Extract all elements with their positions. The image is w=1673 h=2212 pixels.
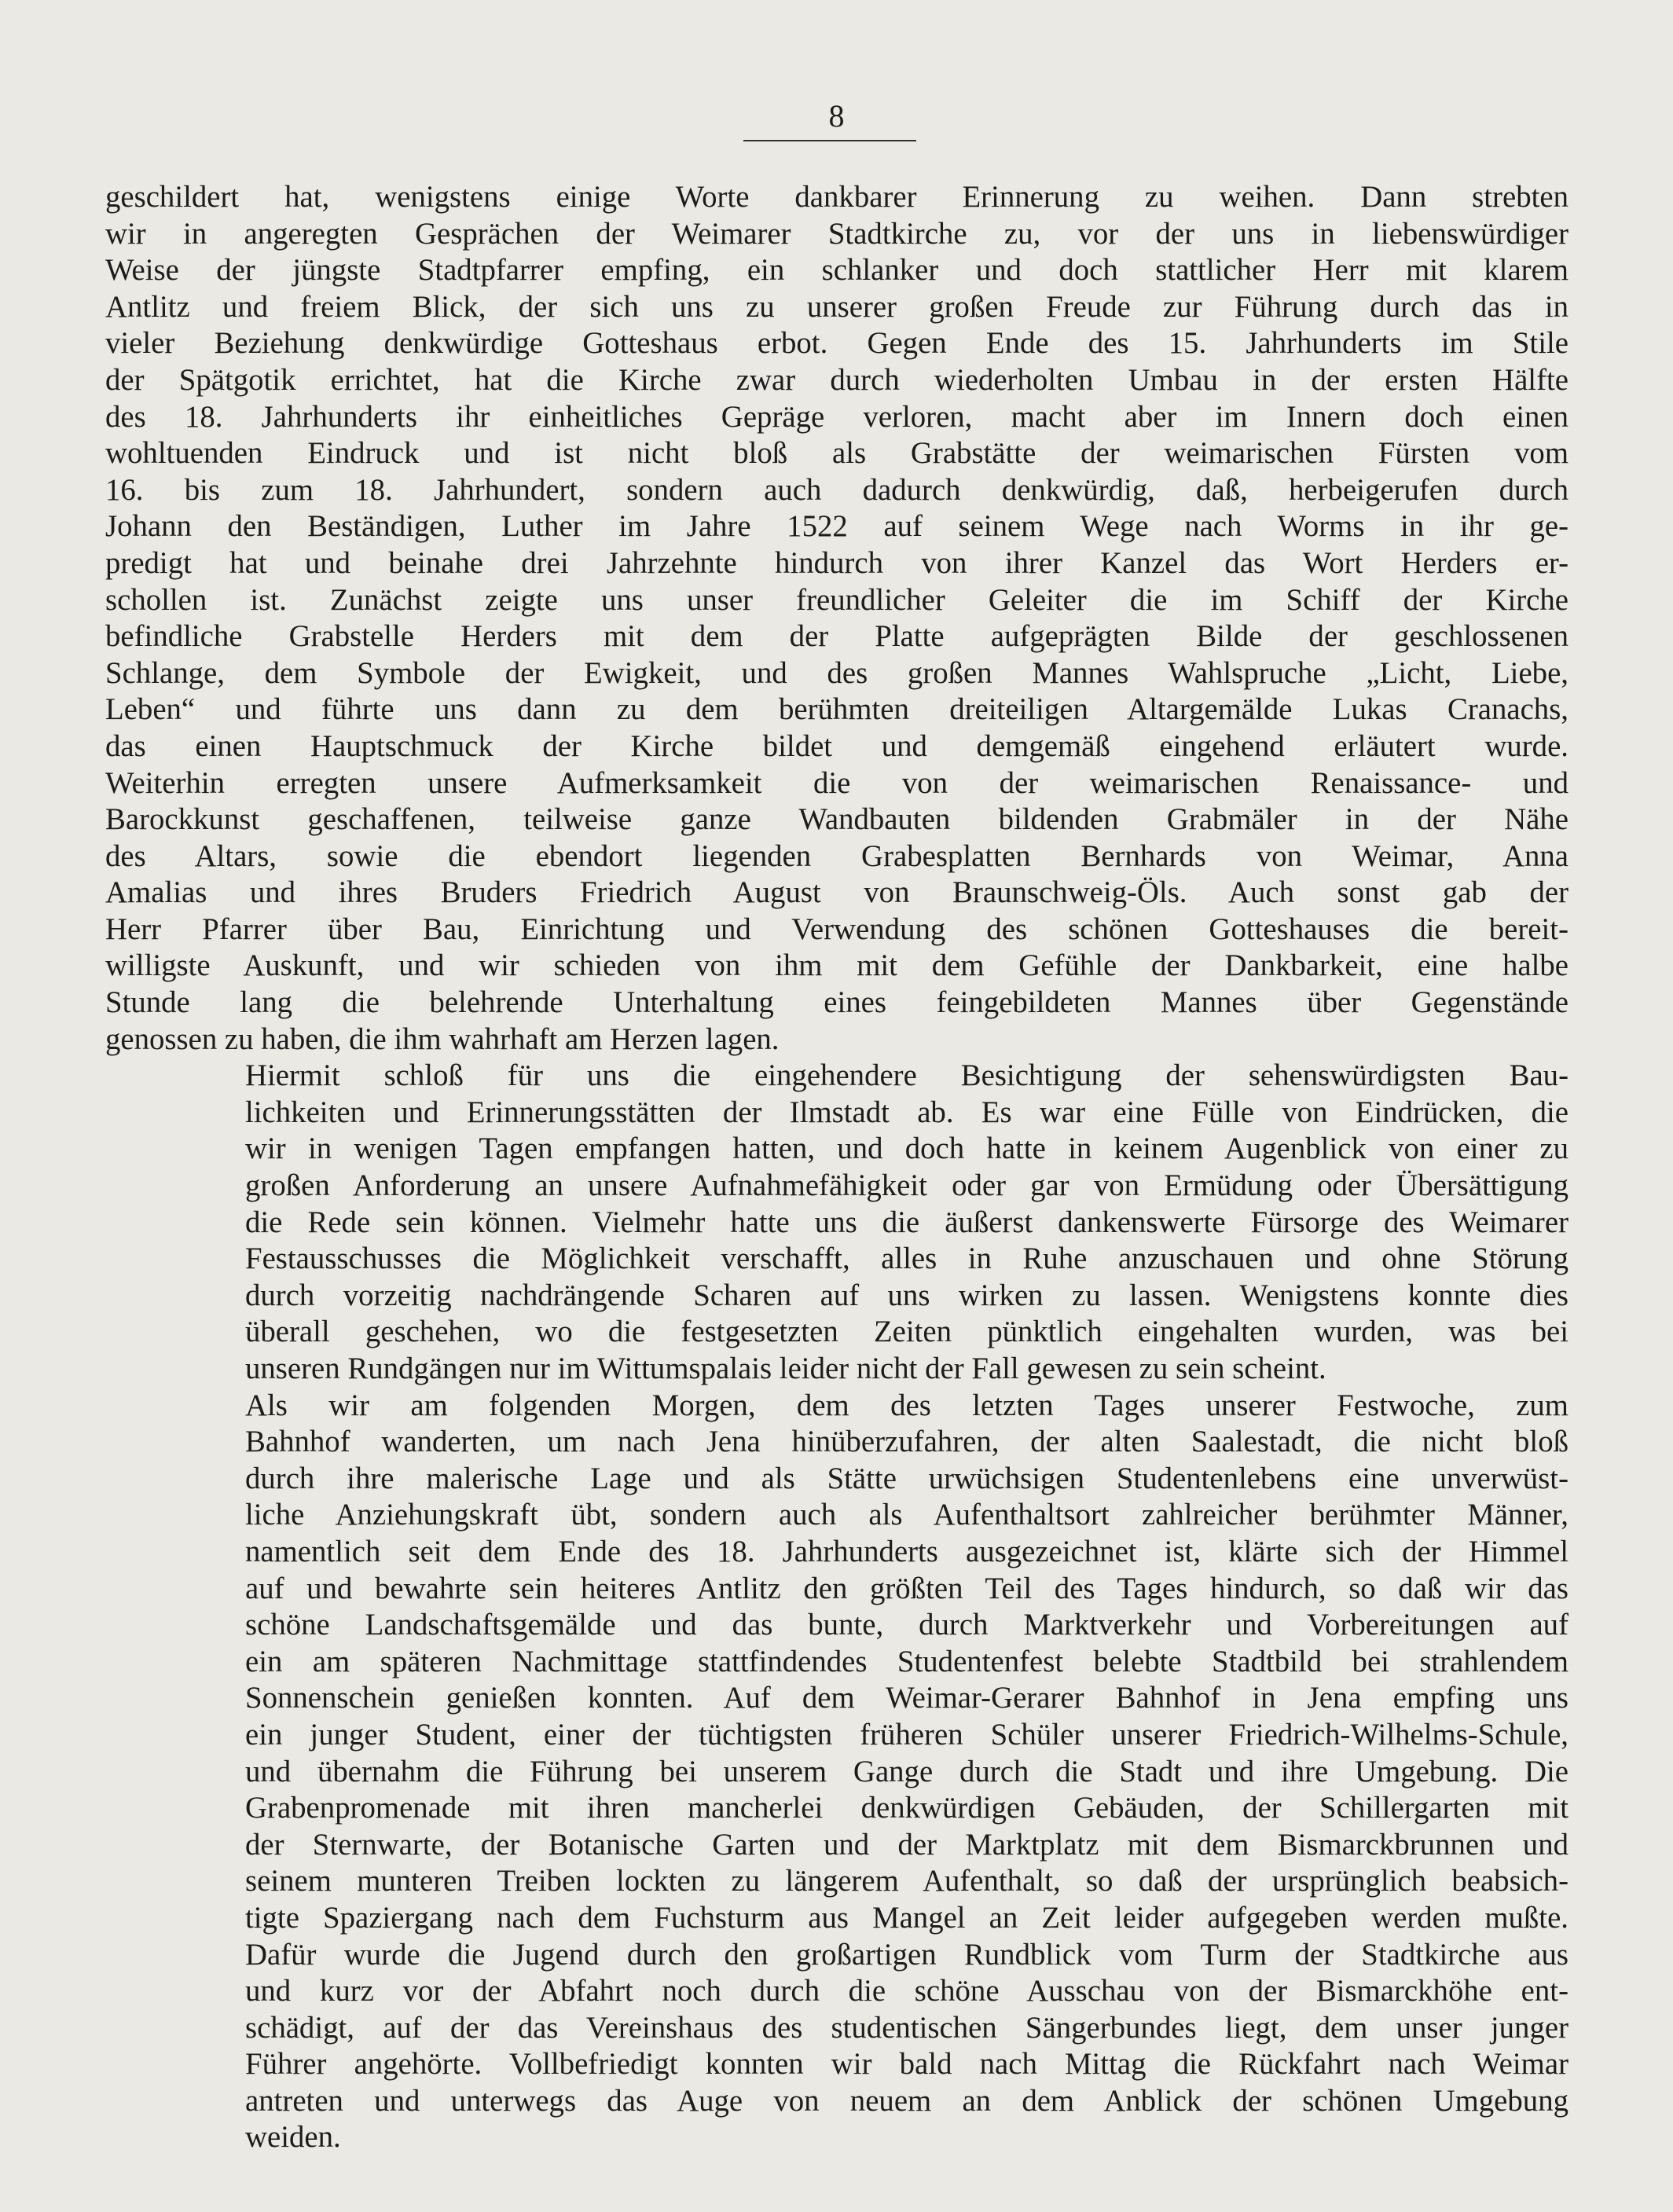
text-line: Festausschusses die Möglichkeit verschafft, alles in Ruhe anzuschauen und ohne Störung bbox=[245, 1242, 1568, 1276]
text-line: die Rede sein können. Vielmehr hatte uns die äußerst dankenswerte Fürsorge des Weimarer bbox=[245, 1205, 1568, 1239]
text-line: das einen Hauptschmuck der Kirche bildet und demgemäß eingehend erläutert wurde. bbox=[105, 728, 1568, 763]
page-number: 8 bbox=[828, 98, 845, 134]
text-line: auf und bewahrte sein heiteres Antlitz den größten Teil des Tages hindurch, so daß wir das bbox=[245, 1571, 1568, 1605]
text-line: predigt hat und beinahe drei Jahrzehnte hindurch von ihrer Kanzel das Wort Herders er- bbox=[105, 545, 1568, 580]
text-line: Führer angehörte. Vollbefriedigt konnten wir bald nach Mittag die Rückfahrt nach Weimar bbox=[245, 2047, 1568, 2082]
text-line: durch vorzeitig nachdrängende Scharen auf uns wirken zu lassen. Wenigstens konnte dies bbox=[245, 1278, 1568, 1312]
text-line: Weiterhin erregten unsere Aufmerksamkeit die von der weimarischen Renaissance- und bbox=[105, 765, 1568, 800]
text-line: antreten und unterwegs das Auge von neuem an dem Anblick der schönen Umgebung bbox=[245, 2083, 1568, 2118]
text-line: Johann den Beständigen, Luther im Jahre 1522 auf seinem Wege nach Worms in ihr ge- bbox=[105, 509, 1568, 544]
text-line: Hiermit schloß für uns die eingehendere Besichtigung der sehenswürdigsten Bau- bbox=[245, 1058, 1568, 1093]
text-line: Als wir am folgenden Morgen, dem des letzten Tages unserer Festwoche, zum bbox=[245, 1388, 1568, 1422]
text-line: namentlich seit dem Ende des 18. Jahrhunderts ausgezeichnet ist, klärte sich der Himmel bbox=[245, 1534, 1568, 1568]
text-line: schollen ist. Zunächst zeigte uns unser freundlicher Geleiter die im Schiff der Kirche bbox=[105, 582, 1568, 617]
text-line: Herr Pfarrer über Bau, Einrichtung und Verwendung des schönen Gotteshauses die bereit- bbox=[105, 912, 1568, 946]
text-line: Schlange, dem Symbole der Ewigkeit, und des großen Mannes Wahlspruche „Licht, Liebe, bbox=[105, 655, 1568, 690]
text-line: weiden. bbox=[245, 2120, 341, 2155]
text-line: Barockkunst geschaffenen, teilweise ganze Wandbauten bildenden Grabmäler in der Nähe bbox=[105, 802, 1568, 837]
text-line: unseren Rundgängen nur im Wittumspalais leider nicht der Fall gewesen zu sein scheint. bbox=[245, 1352, 1326, 1385]
text-line: und kurz vor der Abfahrt noch durch die schöne Ausschau von der Bismarckhöhe ent- bbox=[245, 1974, 1568, 2008]
paragraph bbox=[105, 1058, 1568, 1387]
text-line: lichkeiten und Erinnerungsstätten der Ilmstadt ab. Es war eine Fülle von Eindrücken, die bbox=[245, 1095, 1568, 1129]
text-line: schöne Landschaftsgemälde und das bunte, durch Marktverkehr und Vorbereitungen auf bbox=[245, 1608, 1568, 1642]
body-text bbox=[105, 179, 1568, 2156]
text-line: wir in wenigen Tagen empfangen hatten, und doch hatte in keinem Augenblick von einer zu bbox=[245, 1132, 1568, 1166]
text-line: des Altars, sowie die ebendort liegenden Grabesplatten Bernhards von Weimar, Anna bbox=[105, 838, 1568, 873]
text-line: der Sternwarte, der Botanische Garten und der Marktplatz mit dem Bismarckbrunnen und bbox=[245, 1827, 1568, 1862]
paragraph bbox=[105, 1388, 1568, 2156]
text-line: tigte Spaziergang nach dem Fuchsturm aus Mangel an Zeit leider aufgegeben werden mußte. bbox=[245, 1900, 1568, 1935]
text-line: wir in angeregten Gesprächen der Weimarer Stadtkirche zu, vor der uns in liebenswürdiger bbox=[105, 216, 1568, 251]
text-line: Weise der jüngste Stadtpfarrer empfing, ein schlanker und doch stattlicher Herr mit klarem bbox=[105, 253, 1568, 288]
text-line: Bahnhof wanderten, um nach Jena hinüberzufahren, der alten Saalestadt, die nicht bloß bbox=[245, 1425, 1568, 1459]
text-line: Grabenpromenade mit ihren mancherlei denkwürdigen Gebäuden, der Schillergarten mit bbox=[245, 1791, 1568, 1825]
text-line: überall geschehen, wo die festgesetzten Zeiten pünktlich eingehalten wurden, was bei bbox=[245, 1315, 1568, 1349]
text-line: Amalias und ihres Bruders Friedrich August von Braunschweig-Öls. Auch sonst gab der bbox=[105, 875, 1568, 910]
text-line: liche Anziehungskraft übt, sondern auch als Aufenthaltsort zahlreicher berühmter Männer, bbox=[245, 1498, 1568, 1532]
text-line: geschildert hat, wenigstens einige Worte dankbarer Erinnerung zu weihen. Dann strebten bbox=[105, 180, 1568, 214]
text-line: befindliche Grabstelle Herders mit dem der Platte aufgeprägten Bilde der geschlossenen bbox=[105, 619, 1568, 654]
text-line: Stunde lang die belehrende Unterhaltung eines feingebildeten Mannes über Gegenstände bbox=[105, 985, 1568, 1020]
text-line: vieler Beziehung denkwürdige Gotteshaus erbot. Gegen Ende des 15. Jahrhunderts im Stile bbox=[105, 326, 1568, 361]
text-line: ein junger Student, einer der tüchtigsten früheren Schüler unserer Friedrich-Wilhelms-Schule, bbox=[245, 1717, 1568, 1752]
text-line: Sonnenschein genießen konnten. Auf dem Weimar-Gerarer Bahnhof in Jena empfing uns bbox=[245, 1681, 1568, 1715]
text-line: willigste Auskunft, und wir schieden von ihm mit dem Gefühle der Dankbarkeit, eine halbe bbox=[105, 948, 1568, 983]
text-line: großen Anforderung an unsere Aufnahmefähigkeit oder gar von Ermüdung oder Übersättigung bbox=[245, 1168, 1568, 1203]
text-line: Antlitz und freiem Blick, der sich uns zu unserer großen Freude zur Führung durch das in bbox=[105, 289, 1568, 324]
text-line: wohltuenden Eindruck und ist nicht bloß als Grabstätte der weimarischen Fürsten vom bbox=[105, 436, 1568, 471]
text-line: seinem munteren Treiben lockten zu längerem Aufenthalt, so daß der ursprünglich beabsich- bbox=[245, 1864, 1568, 1898]
text-line: der Spätgotik errichtet, hat die Kirche zwar durch wiederholten Umbau in der ersten Hälfte bbox=[105, 362, 1568, 397]
text-line: 16. bis zum 18. Jahrhundert, sondern auch dadurch denkwürdig, daß, herbeigerufen durch bbox=[105, 472, 1568, 507]
text-line: und übernahm die Führung bei unserem Gange durch die Stadt und ihre Umgebung. Die bbox=[245, 1754, 1568, 1788]
text-line: des 18. Jahrhunderts ihr einheitliches Gepräge verloren, macht aber im Innern doch einen bbox=[105, 399, 1568, 434]
header-rule bbox=[743, 140, 916, 141]
text-line: schädigt, auf der das Vereinshaus des studentischen Sängerbundes liegt, dem unser junger bbox=[245, 2010, 1568, 2045]
text-line: genossen zu haben, die ihm wahrhaft am Herzen lagen. bbox=[105, 1022, 780, 1056]
text-line: Leben“ und führte uns dann zu dem berühmten dreiteiligen Altargemälde Lukas Cranachs, bbox=[105, 692, 1568, 727]
text-line: durch ihre malerische Lage und als Stätte urwüchsigen Studentenlebens eine unverwüst- bbox=[245, 1461, 1568, 1495]
text-line: Dafür wurde die Jugend durch den großartigen Rundblick vom Turm der Stadtkirche aus bbox=[245, 1937, 1568, 1972]
paragraph bbox=[105, 179, 1568, 1058]
text-line: ein am späteren Nachmittage stattfindendes Studentenfest belebte Stadtbild bei strahlendem bbox=[245, 1644, 1568, 1678]
